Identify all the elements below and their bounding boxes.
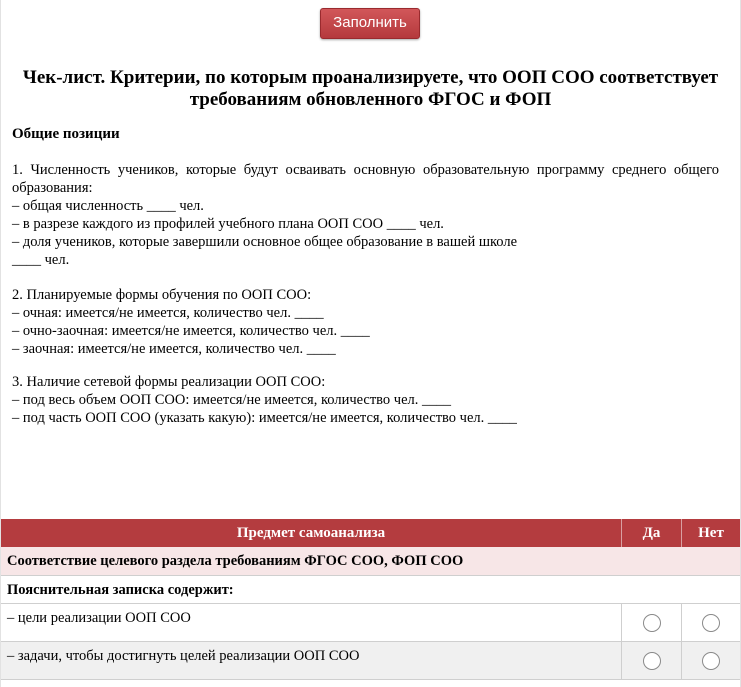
table-section-row: Соответствие целевого раздела требованиям ФГОС СОО, ФОП СОО xyxy=(1,547,740,576)
table-row xyxy=(1,642,740,680)
block3-line-1: – под весь объем ООП СОО: имеется/не имеется, количество чел. ____ xyxy=(12,392,452,408)
block-student-count xyxy=(12,161,719,269)
block2-line-3: – заочная: имеется/не имеется, количество чел. ____ xyxy=(12,341,336,357)
no-radio[interactable] xyxy=(702,652,720,670)
block2-line-1: – очная: имеется/не имеется, количество чел. ____ xyxy=(12,305,324,321)
block-study-forms xyxy=(12,286,719,358)
table-subheading-row: Пояснительная записка содержит: xyxy=(1,576,740,604)
block1-line-4: ____ чел. xyxy=(12,252,70,268)
table-row xyxy=(1,604,740,642)
general-heading: Общие позиции xyxy=(12,126,120,142)
checklist-table xyxy=(1,519,740,680)
block1-line-1: – общая численность ____ чел. xyxy=(12,198,204,214)
row-label: – задачи, чтобы достигнуть целей реализации ООП СОО xyxy=(7,648,360,664)
yes-radio[interactable] xyxy=(643,614,661,632)
block1-paragraph: 1. Численность учеников, которые будут осваивать основную образовательную программу среднего общего образования: xyxy=(12,162,719,196)
header-no: Нет xyxy=(681,519,740,547)
yes-cell xyxy=(621,642,681,679)
title-line-2: требованиям обновленного ФГОС и ФОП xyxy=(189,89,552,110)
block1-line-3: – доля учеников, которые завершили основное общее образование в вашей школе xyxy=(12,234,518,250)
block-network-form xyxy=(12,373,719,427)
header-yes: Да xyxy=(621,519,681,547)
yes-radio[interactable] xyxy=(643,652,661,670)
block3-line-2: – под часть ООП СОО (указать какую): имеется/не имеется, количество чел. ____ xyxy=(12,410,517,426)
yes-cell xyxy=(621,604,681,641)
fill-button[interactable]: Заполнить xyxy=(320,8,420,39)
no-cell xyxy=(681,642,740,679)
page-title xyxy=(0,67,741,111)
table-header xyxy=(1,519,740,547)
block3-paragraph: 3. Наличие сетевой формы реализации ООП СОО: xyxy=(12,374,326,390)
no-radio[interactable] xyxy=(702,614,720,632)
row-label: – цели реализации ООП СОО xyxy=(7,610,191,626)
title-line-1: Чек-лист. Критерии, по которым проанализируете, что ООП СОО соответствует xyxy=(22,67,719,88)
no-cell xyxy=(681,604,740,641)
header-subject: Предмет самоанализа xyxy=(236,525,386,541)
block2-line-2: – очно-заочная: имеется/не имеется, количество чел. ____ xyxy=(12,323,370,339)
block2-paragraph: 2. Планируемые формы обучения по ООП СОО: xyxy=(12,287,312,303)
block1-line-2: – в разрезе каждого из профилей учебного плана ООП СОО ____ чел. xyxy=(12,216,444,232)
